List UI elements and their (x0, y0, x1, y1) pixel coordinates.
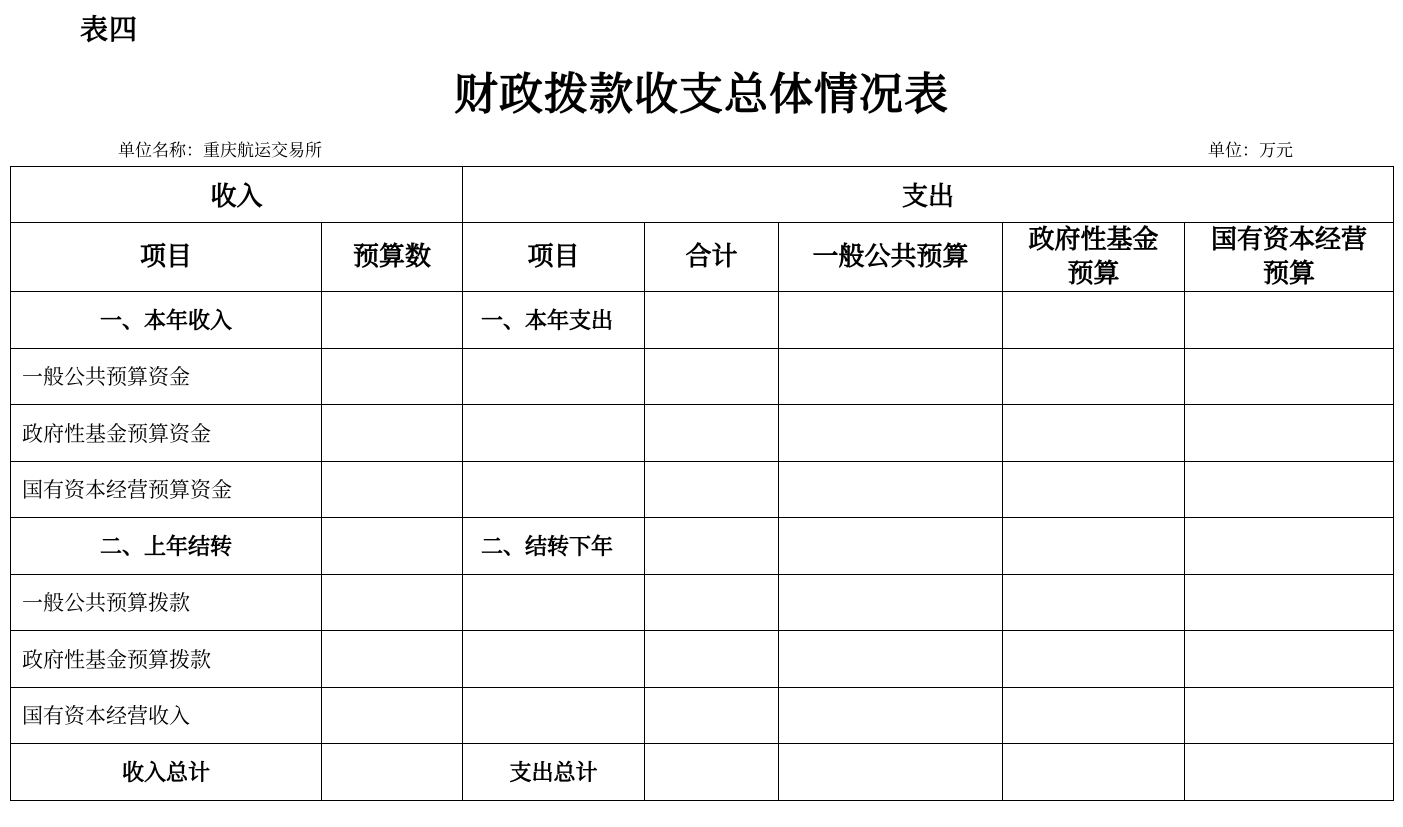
state-capital-cell (1185, 348, 1394, 405)
state-capital-cell (1185, 518, 1394, 575)
income-item-cell: 一、本年收入 (11, 292, 322, 349)
income-item-cell: 一般公共预算资金 (11, 348, 322, 405)
state-capital-cell (1185, 574, 1394, 631)
table-row (11, 631, 1394, 688)
expense-item-cell (463, 574, 645, 631)
expense-item-cell (463, 405, 645, 462)
general-budget-cell (779, 292, 1003, 349)
state-capital-header-line2: 预算 (1263, 259, 1316, 289)
general-budget-cell (779, 405, 1003, 462)
general-budget-cell (779, 348, 1003, 405)
income-item-cell: 一般公共预算拨款 (11, 574, 322, 631)
total-cell (645, 461, 779, 518)
total-cell (645, 405, 779, 462)
table-row (11, 461, 1394, 518)
income-budget-header: 预算数 (322, 223, 463, 292)
total-header: 合计 (645, 223, 779, 292)
expense-item-cell (463, 461, 645, 518)
income-header: 收入 (11, 167, 463, 223)
income-item-header: 项目 (11, 223, 322, 292)
gov-fund-cell (1003, 292, 1185, 349)
income-item-cell: 政府性基金预算资金 (11, 405, 322, 462)
gov-fund-cell (1003, 405, 1185, 462)
gov-fund-cell (1003, 348, 1185, 405)
income-budget-cell (322, 518, 463, 575)
table-row (11, 687, 1394, 744)
gov-fund-header-line2: 预算 (1067, 259, 1120, 289)
income-item-cell: 二、上年结转 (11, 518, 322, 575)
general-budget-cell (779, 518, 1003, 575)
state-capital-cell (1185, 405, 1394, 462)
general-budget-cell (779, 631, 1003, 688)
state-capital-cell (1185, 744, 1394, 801)
income-budget-cell (322, 405, 463, 462)
state-capital-cell (1185, 687, 1394, 744)
income-total-cell: 收入总计 (11, 744, 322, 801)
expense-item-cell (463, 348, 645, 405)
expense-item-cell: 一、本年支出 (463, 292, 645, 349)
expense-item-cell: 二、结转下年 (463, 518, 645, 575)
general-budget-cell (779, 574, 1003, 631)
table-row (11, 348, 1394, 405)
table-label: 表四 (80, 13, 139, 46)
gov-fund-cell (1003, 574, 1185, 631)
income-budget-cell (322, 292, 463, 349)
table-row (11, 744, 1394, 801)
income-budget-cell (322, 631, 463, 688)
table-row (11, 405, 1394, 462)
state-capital-cell (1185, 292, 1394, 349)
unit-name-label: 单位名称：重庆航运交易所 (118, 141, 322, 161)
income-budget-cell (322, 687, 463, 744)
general-budget-cell (779, 461, 1003, 518)
general-budget-cell (779, 687, 1003, 744)
total-cell (645, 348, 779, 405)
income-budget-cell (322, 574, 463, 631)
total-cell (645, 518, 779, 575)
general-budget-cell (779, 744, 1003, 801)
gov-fund-cell (1003, 744, 1185, 801)
state-capital-header (1185, 223, 1394, 292)
unit-label: 单位：万元 (1208, 141, 1293, 161)
state-capital-cell (1185, 631, 1394, 688)
gov-fund-cell (1003, 461, 1185, 518)
page-title: 财政拨款收支总体情况表 (454, 69, 949, 120)
total-cell (645, 687, 779, 744)
expense-total-cell: 支出总计 (463, 744, 645, 801)
total-cell (645, 292, 779, 349)
income-item-cell: 国有资本经营收入 (11, 687, 322, 744)
table-row (11, 518, 1394, 575)
budget-table (10, 166, 1394, 801)
gov-fund-cell (1003, 518, 1185, 575)
general-budget-header: 一般公共预算 (779, 223, 1003, 292)
income-item-cell: 国有资本经营预算资金 (11, 461, 322, 518)
income-item-cell: 政府性基金预算拨款 (11, 631, 322, 688)
total-cell (645, 744, 779, 801)
table-row (11, 574, 1394, 631)
gov-fund-header (1003, 223, 1185, 292)
gov-fund-cell (1003, 687, 1185, 744)
gov-fund-header-line1: 政府性基金 (1028, 225, 1159, 255)
gov-fund-cell (1003, 631, 1185, 688)
expense-item-cell (463, 631, 645, 688)
income-budget-cell (322, 348, 463, 405)
income-budget-cell (322, 461, 463, 518)
expense-header: 支出 (463, 167, 1394, 223)
state-capital-cell (1185, 461, 1394, 518)
total-cell (645, 574, 779, 631)
income-budget-cell (322, 744, 463, 801)
header-column-row (11, 223, 1394, 292)
state-capital-header-line1: 国有资本经营 (1211, 225, 1368, 255)
expense-item-header: 项目 (463, 223, 645, 292)
table-row (11, 292, 1394, 349)
expense-item-cell (463, 687, 645, 744)
total-cell (645, 631, 779, 688)
header-group-row (11, 167, 1394, 223)
